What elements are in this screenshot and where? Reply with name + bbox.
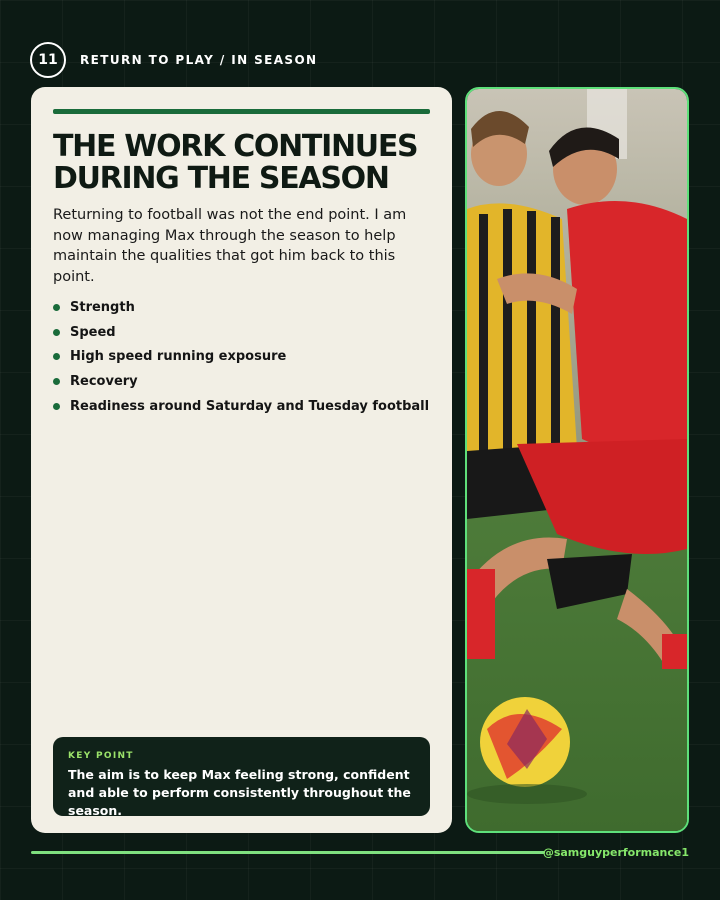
bullet-dot-icon bbox=[53, 353, 60, 360]
list-item-text: Strength bbox=[70, 299, 135, 315]
bullet-dot-icon bbox=[53, 304, 60, 311]
bullet-dot-icon bbox=[53, 378, 60, 385]
social-handle[interactable]: @samguyperformance1 bbox=[542, 846, 689, 859]
list-item bbox=[53, 344, 429, 369]
content-card bbox=[31, 87, 452, 833]
football-action-photo bbox=[465, 87, 689, 833]
page-title: THE WORK CONTINUES DURING THE SEASON bbox=[53, 129, 418, 196]
key-point-text: The aim is to keep Max feeling strong, confident and able to perform consistently throughout the season. bbox=[68, 767, 411, 818]
section-label: RETURN TO PLAY / IN SEASON bbox=[80, 53, 318, 67]
list-item bbox=[53, 295, 429, 320]
key-point-box bbox=[53, 737, 430, 816]
photo-illustration bbox=[467, 89, 687, 831]
footer-divider bbox=[31, 851, 545, 854]
bullet-dot-icon bbox=[53, 329, 60, 336]
list-item bbox=[53, 369, 429, 394]
key-point-label: KEY POINT bbox=[68, 751, 134, 761]
list-item-text: Recovery bbox=[70, 373, 138, 389]
list-item-text: Speed bbox=[70, 324, 116, 340]
list-item-text: High speed running exposure bbox=[70, 349, 287, 365]
bullet-dot-icon bbox=[53, 403, 60, 410]
list-item bbox=[53, 320, 429, 345]
page-number-badge: 11 bbox=[30, 42, 66, 78]
list-item-text: Readiness around Saturday and Tuesday football bbox=[70, 398, 430, 414]
accent-bar bbox=[53, 109, 430, 114]
intro-paragraph: Returning to football was not the end point. I am now managing Max through the season to help maintain the qualities that got him back to this point. bbox=[53, 207, 407, 285]
page-header bbox=[30, 42, 318, 78]
list-item bbox=[53, 394, 429, 419]
focus-list bbox=[53, 295, 429, 418]
